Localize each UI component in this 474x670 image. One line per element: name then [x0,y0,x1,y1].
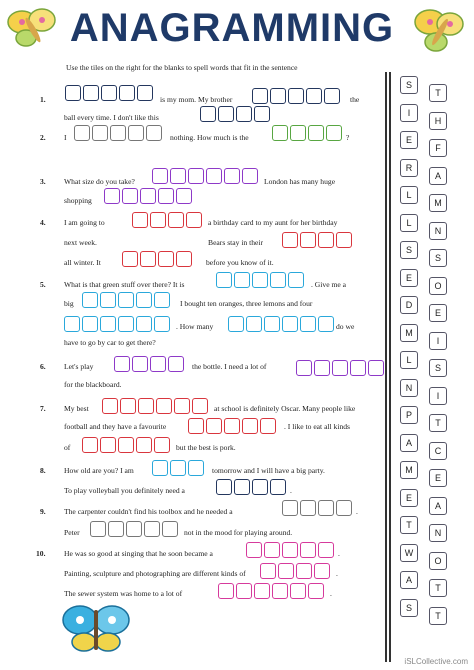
sentence-text: football and they have a favourite [64,422,167,431]
answer-blank[interactable] [152,168,258,184]
answer-blank[interactable] [216,479,286,495]
sentence-text: . [336,569,338,578]
sentence-text: ball every time. I don't like this [64,113,159,122]
letter-tile[interactable]: L [400,214,418,232]
letter-tile[interactable]: O [429,552,447,570]
letter-tile[interactable]: I [400,104,418,122]
answer-blank[interactable] [252,88,340,104]
item-number: 2. [40,133,46,142]
sentence-text: . Give me a [311,280,347,289]
sentence-text: I [64,133,67,142]
sentence-text: I bought ten oranges, three lemons and four [180,299,313,308]
answer-blank[interactable] [64,316,170,332]
sentence-text: I am going to [64,218,105,227]
letter-tile[interactable]: M [400,324,418,342]
letter-tile[interactable]: E [429,304,447,322]
sentence-text: . [290,486,292,495]
footer-watermark: iSLCollective.com [404,657,468,666]
letter-tile[interactable]: E [400,131,418,149]
answer-blank[interactable] [272,125,342,141]
sentence-text: all winter. It [64,258,101,267]
sentence-text: the bottle. I need a lot of [192,362,267,371]
letter-tile[interactable]: N [400,379,418,397]
sentence-text: at school is definitely Oscar. Many people like [214,404,356,413]
letter-tile[interactable]: A [429,167,447,185]
letter-tile[interactable]: T [429,414,447,432]
sentence-text: not in the mood for playing around. [184,528,293,537]
sentence-text: have to go by car to get there? [64,338,156,347]
letter-tile[interactable]: M [400,461,418,479]
sentence-text: London has many huge [264,177,336,186]
separator-line [389,72,391,662]
butterfly-top-right-icon [410,4,468,56]
sentence-text: What size do you take? [64,177,135,186]
sentence-text: Peter [64,528,80,537]
letter-tile[interactable]: E [400,269,418,287]
letter-tile[interactable]: O [429,277,447,295]
sentence-text: My best [64,404,89,413]
letter-tile[interactable]: I [429,332,447,350]
separator-line [385,72,387,662]
letter-tile[interactable]: N [429,524,447,542]
sentence-text: . [330,589,332,598]
letter-tile[interactable]: A [400,434,418,452]
item-number: 5. [40,280,46,289]
letter-tile[interactable]: M [429,194,447,212]
answer-blank[interactable] [260,563,330,579]
sentence-text: next week. [64,238,97,247]
letter-tile[interactable]: I [429,387,447,405]
sentence-text: before you know of it. [206,258,274,267]
butterfly-top-left-icon [6,6,60,50]
item-number: 3. [40,177,46,186]
letter-tile[interactable]: R [400,159,418,177]
letter-tile[interactable]: S [429,249,447,267]
answer-blank[interactable] [216,272,304,288]
letter-tile[interactable]: S [429,359,447,377]
letter-tile[interactable]: C [429,442,447,460]
answer-blank[interactable] [228,316,334,332]
answer-blank[interactable] [218,583,324,599]
answer-blank[interactable] [82,437,170,453]
answer-blank[interactable] [82,292,170,308]
sentence-text: To play volleyball you definitely need a [64,486,185,495]
letter-tile[interactable]: E [429,469,447,487]
sentence-text: of [64,443,71,452]
item-number: 10. [36,549,46,558]
letter-tile[interactable]: L [400,351,418,369]
sentence-text: How old are you? I am [64,466,134,475]
sentence-text: He was so good at singing that he soon became a [64,549,213,558]
answer-blank[interactable] [90,521,178,537]
sentence-text: . How many [176,322,214,331]
sentence-text: is my mom. My brother [160,95,233,104]
sentence-text: ? [346,133,350,142]
instruction-text: Use the tiles on the right for the blanks to spell words that fit in the sentence [66,63,298,72]
sentence-text: Bears stay in their [208,238,264,247]
letter-tile[interactable]: A [429,497,447,515]
answer-blank[interactable] [74,125,162,141]
letter-tile[interactable]: E [400,489,418,507]
answer-blank[interactable] [65,85,153,101]
sentence-text: tomorrow and I will have a big party. [212,466,325,475]
sentence-text: . I like to eat all kinds [284,422,351,431]
sentence-text: a birthday card to my aunt for her birthday [208,218,338,227]
item-number: 4. [40,218,46,227]
sentence-text: big [64,299,74,308]
sentence-text: the [350,95,360,104]
answer-blank[interactable] [132,212,202,228]
answer-blank[interactable] [282,232,352,248]
letter-tile[interactable]: A [400,571,418,589]
answer-blank[interactable] [296,360,384,376]
sentence-text: . [338,549,340,558]
answer-blank[interactable] [122,251,192,267]
answer-blank[interactable] [282,500,352,516]
item-number: 8. [40,466,46,475]
letter-tile[interactable]: T [400,516,418,534]
answer-blank[interactable] [114,356,184,372]
letter-tile[interactable]: P [400,406,418,424]
sentence-text: Painting, sculpture and photographing are different kinds of [64,569,246,578]
letter-tile[interactable]: L [400,186,418,204]
letter-tile[interactable]: S [400,599,418,617]
answer-blank[interactable] [152,460,204,476]
sentence-text: for the blackboard. [64,380,122,389]
letter-tile[interactable]: T [429,579,447,597]
sentence-text: . [356,507,358,516]
sentence-text: Let's play [64,362,94,371]
answer-blank[interactable] [188,418,276,434]
sentence-text: What is that green stuff over there? It is [64,280,185,289]
sentence-text: but the best is pork. [176,443,236,452]
sentence-text: nothing. How much is the [170,133,249,142]
letter-tile[interactable]: D [400,296,418,314]
letter-tile[interactable]: S [400,241,418,259]
sentence-text: The sewer system was home to a lot of [64,589,183,598]
item-number: 9. [40,507,46,516]
letter-tile[interactable]: F [429,139,447,157]
letter-tile[interactable]: T [429,84,447,102]
answer-blank[interactable] [246,542,334,558]
item-number: 6. [40,362,46,371]
letter-tile[interactable]: W [400,544,418,562]
item-number: 7. [40,404,46,413]
butterfly-bottom-icon [60,598,132,656]
page-title: ANAGRAMMING [69,6,395,50]
item-number: 1. [40,95,46,104]
letter-tile[interactable]: T [429,607,447,625]
answer-blank[interactable] [102,398,208,414]
letter-tile[interactable]: H [429,112,447,130]
letter-tile[interactable]: S [400,76,418,94]
letter-tile[interactable]: N [429,222,447,240]
sentence-text: shopping [64,196,92,205]
answer-blank[interactable] [200,106,270,122]
answer-blank[interactable] [104,188,192,204]
sentence-text: do we [336,322,355,331]
sentence-text: The carpenter couldn't find his toolbox and he needed a [64,507,233,516]
